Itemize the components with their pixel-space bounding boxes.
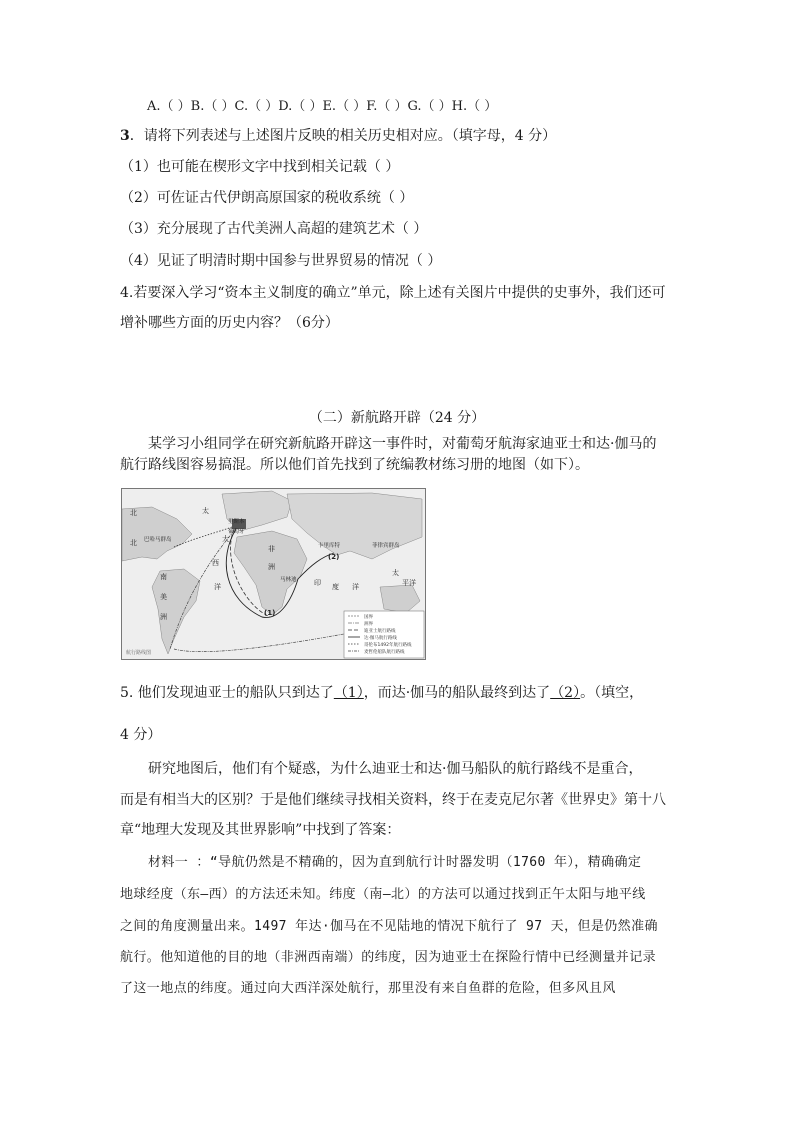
question-3-item-4: （4）见证了明清时期中国参与世界贸易的情况（ ）	[120, 253, 442, 269]
paragraph-line-2: 而是有相当大的区别？于是他们继续寻找相关资料，终于在麦克尼尔著《世界史》第十八	[120, 792, 666, 808]
legend-item-5: 哥伦布1492年航行路线	[364, 643, 412, 648]
map-label-indian-yang: 洋	[352, 583, 359, 591]
question-4-line-1: 4.若要深入学习“资本主义制度的确立”单元，除上述有关图片中提供的史事外，我们还可	[120, 285, 666, 301]
question-3-item-2: （2）可佐证古代伊朗高原国家的税收系统（ ）	[120, 190, 414, 206]
question-3-item-1: （1）也可能在楔形文字中找到相关记载（ ）	[120, 159, 400, 175]
legend-item-3: 迪亚士航行路线	[364, 629, 396, 634]
paragraph-line-3: 章“地理大发现及其世界影响”中找到了答案：	[120, 822, 401, 838]
question-5-suffix: 。（填空，	[580, 685, 644, 701]
legend-item-2: 洲界	[364, 622, 373, 627]
question-4-line-2: 增补哪些方面的历史内容？（6分）	[120, 315, 339, 331]
material-line-1: 材料一 ：“导航仍然是不精确的，因为直到航行计时器发明（1760 年），精确确定	[148, 855, 642, 870]
map-label-pacific-yang: 平洋	[402, 579, 416, 587]
map-label-philippines: 菲律宾群岛	[372, 543, 400, 549]
map-label-africa-fei: 非	[268, 545, 275, 553]
question-3	[120, 126, 556, 146]
map-label-ocean-yang: 洋	[214, 583, 221, 591]
question-3-number: 3	[120, 128, 130, 144]
map-mark-2: (2)	[328, 553, 340, 561]
section-2-intro-line-2: 航行路线图容易搞混。所以他们首先找到了统编教材练习册的地图（如下）。	[120, 457, 589, 473]
material-line-3: 之间的角度测量出来。1497 年达·伽马在不见陆地的情况下航行了 97 天，但是仍然准确	[120, 919, 658, 934]
map-label-beiji: 北	[130, 539, 137, 547]
map-label-zhou: 洲	[160, 613, 167, 621]
map-source-label: 航行路线图	[126, 650, 152, 656]
question-3-item-3: （3）充分展现了古代美洲人高超的建筑艺术（ ）	[120, 221, 428, 237]
legend-item-1: 国界	[364, 615, 373, 620]
question-5-blank-1: （1）	[333, 685, 364, 701]
map-label-south-america: 南	[160, 573, 167, 581]
map-legend	[344, 611, 424, 658]
paragraph-line-1: 研究地图后，他们有个疑惑，为什么迪亚士和达·伽马船队的航行路线不是重合，	[148, 761, 643, 777]
material-line-4: 航行。他知道他的目的地（非洲西南端）的纬度，因为迪亚士在探险行情中已经测量并记录	[120, 950, 657, 965]
question-3-text: ．请将下列表述与上述图片反映的相关历史相对应。（填字母，4 分）	[129, 128, 557, 144]
map-canvas	[122, 489, 425, 659]
question-5-blank-2: （2）	[550, 685, 581, 701]
map-label-tai: 太	[202, 507, 209, 515]
question-5-line-1	[120, 683, 643, 703]
map-label-indian-yin: 印	[314, 579, 321, 587]
legend-item-4: 达·伽马航行路线	[364, 636, 397, 641]
voyage-route-map	[121, 488, 426, 660]
map-label-africa-zhou: 洲	[268, 563, 275, 571]
material-line-5: 了这一地点的纬度。通过向大西洋深处航行，那里没有来自鱼群的危险，但多风且风	[120, 981, 616, 996]
map-mark-1: (1)	[264, 609, 276, 617]
legend-item-6: 麦哲伦船队航行路线	[364, 650, 405, 655]
map-label-pacific-tai: 太	[392, 569, 399, 577]
map-label-calicut: 卡里库特	[318, 543, 341, 549]
question-5-prefix: 5. 他们发现迪亚士的船队只到达了	[120, 685, 334, 701]
map-label-bahamas: 巴哈马群岛	[144, 537, 172, 543]
answer-options: A.（ ）B.（ ）C.（ ）D.（ ）E.（ ）F.（ ）G.（ ）H.（ ）	[147, 99, 498, 114]
map-label-ocean-da: 大	[222, 535, 229, 543]
material-line-2: 地球经度（东—西）的方法还未知。纬度（南—北）的方法可以通过找到正午太阳与地平线	[120, 887, 646, 902]
map-label-indian-du: 度	[332, 583, 339, 591]
map-label-lisbon: 里斯本	[228, 519, 245, 525]
question-5-line-2: 4 分）	[120, 727, 162, 743]
map-label-malindi: 马林迪	[280, 577, 297, 583]
map-label-ocean-xi: 西	[212, 559, 219, 567]
section-2-title: （二）新航路开辟（24 分）	[308, 410, 486, 426]
section-2-intro-line-1: 某学习小组同学在研究新航路开辟这一事件时，对葡萄牙航海家迪亚士和达·伽马的	[148, 436, 657, 452]
map-label-mei: 美	[160, 593, 167, 601]
map-label-north: 北	[130, 509, 137, 517]
question-5-middle: ，而达·伽马的船队最终到达了	[363, 685, 551, 701]
map-label-portugal: 葡萄牙	[228, 529, 245, 535]
